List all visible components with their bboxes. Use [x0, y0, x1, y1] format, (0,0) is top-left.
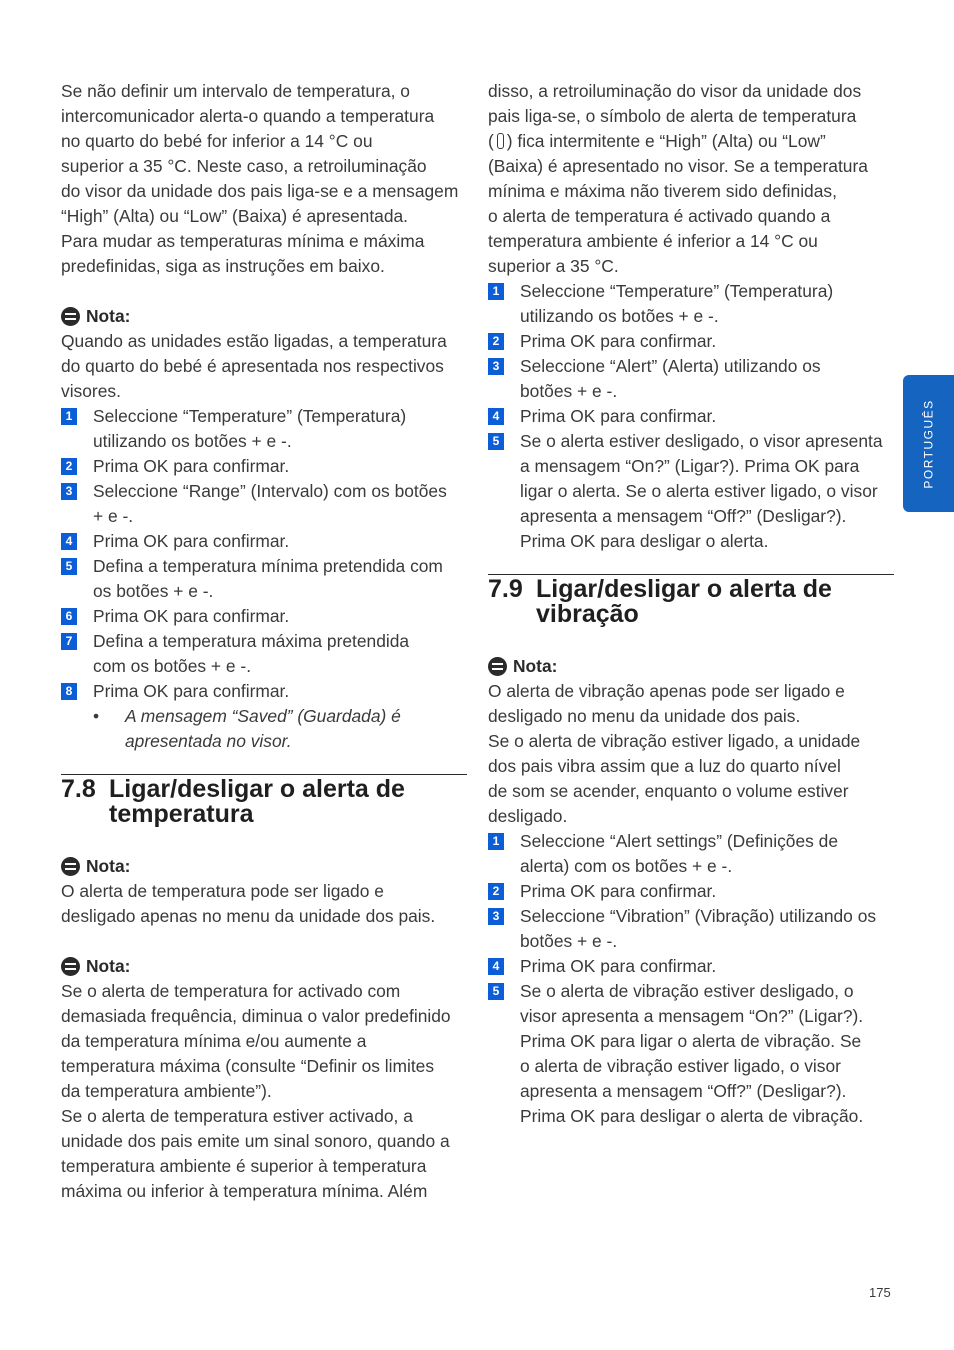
note-icon	[488, 657, 507, 676]
text-line: Se o alerta de temperatura estiver activado, a	[61, 1106, 413, 1126]
step-text: Defina a temperatura mínima pretendida com	[93, 556, 443, 576]
text-line: intercomunicador alerta-o quando a temperatura	[61, 106, 435, 126]
text-fragment: ) fica intermitente e “High” (Alta) ou “Low”	[506, 131, 826, 151]
section-number: 7.9	[488, 575, 523, 603]
step-number-badge: 2	[488, 333, 504, 350]
left-intro	[61, 79, 467, 279]
step-item	[488, 429, 894, 554]
step-number-badge: 6	[61, 608, 77, 625]
text-line: mínima e máxima não tiverem sido definidas,	[488, 181, 837, 201]
text-line: temperatura ambiente é superior à temperatura	[61, 1156, 427, 1176]
section-title-line: vibração	[536, 600, 639, 628]
step-list	[488, 279, 894, 554]
step-text: botões + e -.	[520, 931, 618, 951]
note-heading	[61, 304, 467, 329]
text-line: predefinidas, siga as instruções em baixo.	[61, 256, 385, 276]
note-label: Nota:	[86, 956, 131, 976]
text-line: dos pais vibra assim que a luz do quarto nível	[488, 756, 841, 776]
language-side-tab	[903, 375, 954, 512]
step-text: Seleccione “Alert settings” (Definições de	[520, 831, 839, 851]
text-line: (Baixa) é apresentado no visor. Se a temperatura	[488, 156, 868, 176]
text-line: temperatura ambiente é inferior a 14 °C ou	[488, 231, 818, 251]
step-text: a mensagem “On?” (Ligar?). Prima OK para	[520, 456, 860, 476]
paren-text: (	[488, 131, 494, 151]
step-item	[61, 454, 467, 479]
step-number-badge: 1	[61, 408, 77, 425]
text-line: disso, a retroiluminação do visor da unidade dos	[488, 81, 862, 101]
step-number-badge: 1	[488, 283, 504, 300]
step-text: Prima OK para ligar o alerta de vibração. Se	[520, 1031, 862, 1051]
step-item	[61, 479, 467, 529]
text-line: desligado.	[488, 806, 568, 826]
note-label: Nota:	[86, 856, 131, 876]
thermometer-icon	[497, 133, 504, 149]
section-title-line: temperatura	[109, 800, 254, 828]
text-line: Se o alerta de vibração estiver ligado, a unidade	[488, 731, 861, 751]
note-label: Nota:	[513, 656, 558, 676]
text-line	[488, 129, 894, 154]
step-text: Seleccione “Temperature” (Temperatura)	[93, 406, 407, 426]
step-text: Se o alerta de vibração estiver desligado, o	[520, 981, 854, 1001]
step-item	[488, 279, 894, 329]
step-text: Prima OK para confirmar.	[93, 456, 290, 476]
bullet-glyph: •	[93, 706, 100, 726]
text-line: superior a 35 °C.	[488, 256, 619, 276]
text-line: unidade dos pais emite um sinal sonoro, quando a	[61, 1131, 450, 1151]
text-line: do quarto do bebé é apresentada nos respectivos	[61, 356, 444, 376]
step-item	[61, 554, 467, 604]
step-text: Seleccione “Range” (Intervalo) com os botões	[93, 481, 447, 501]
step-number-badge: 7	[61, 633, 77, 650]
step-number-badge: 2	[61, 458, 77, 475]
sub-text: apresentada no visor.	[125, 731, 292, 751]
step-text: Prima OK para confirmar.	[520, 331, 717, 351]
step-number-badge: 4	[488, 408, 504, 425]
step-text: visor apresenta a mensagem “On?” (Ligar?).	[520, 1006, 864, 1026]
step-text: Defina a temperatura máxima pretendida	[93, 631, 410, 651]
step-number-badge: 3	[488, 358, 504, 375]
sub-bullet	[61, 704, 467, 754]
step-text: Prima OK para confirmar.	[520, 956, 717, 976]
step-text: ligar o alerta. Se o alerta estiver ligado, o visor	[520, 481, 878, 501]
section-title-line: Ligar/desligar o alerta de	[536, 575, 832, 603]
step-text: utilizando os botões + e -.	[93, 431, 292, 451]
text-line: desligado apenas no menu da unidade dos pais.	[61, 906, 436, 926]
text-line: visores.	[61, 381, 121, 401]
text-line: de som se acender, enquanto o volume estiver	[488, 781, 849, 801]
sub-text: A mensagem “Saved” (Guardada) é	[125, 706, 401, 726]
step-number-badge: 5	[61, 558, 77, 575]
step-number-badge: 4	[488, 958, 504, 975]
step-text: Prima OK para confirmar.	[520, 406, 717, 426]
note-icon	[61, 307, 80, 326]
step-item	[488, 879, 894, 904]
text-line: O alerta de temperatura pode ser ligado e	[61, 881, 384, 901]
step-item	[61, 679, 467, 704]
text-line: demasiada frequência, diminua o valor predefinido	[61, 1006, 451, 1026]
step-number-badge: 5	[488, 983, 504, 1000]
step-item	[488, 329, 894, 354]
step-number-badge: 5	[488, 433, 504, 450]
text-line: no quarto do bebé for inferior a 14 °C ou	[61, 131, 373, 151]
text-line: “High” (Alta) ou “Low” (Baixa) é apresentada.	[61, 206, 408, 226]
text-line: desligado no menu da unidade dos pais.	[488, 706, 801, 726]
text-line: máxima ou inferior à temperatura mínima. Além	[61, 1181, 428, 1201]
step-number-badge: 4	[61, 533, 77, 550]
step-item	[488, 979, 894, 1129]
step-number-badge: 3	[488, 908, 504, 925]
step-text: Prima OK para desligar o alerta.	[520, 531, 769, 551]
step-item	[488, 354, 894, 404]
step-text: alerta) com os botões + e -.	[520, 856, 733, 876]
note-label: Nota:	[86, 306, 131, 326]
step-text: com os botões + e -.	[93, 656, 252, 676]
note-icon	[61, 957, 80, 976]
text-line: Se o alerta de temperatura for activado com	[61, 981, 401, 1001]
step-list	[61, 404, 467, 704]
step-text: apresenta a mensagem “Off?” (Desligar?).	[520, 506, 847, 526]
right-column	[488, 79, 894, 1129]
step-list	[488, 829, 894, 1129]
step-text: Seleccione “Vibration” (Vibração) utilizando os	[520, 906, 877, 926]
section-number: 7.8	[61, 775, 96, 803]
section-title-line: Ligar/desligar o alerta de	[109, 775, 405, 803]
step-text: Prima OK para confirmar.	[520, 881, 717, 901]
step-number-badge: 2	[488, 883, 504, 900]
step-item	[488, 404, 894, 429]
note-heading	[61, 854, 467, 879]
note-icon	[61, 857, 80, 876]
text-line: Quando as unidades estão ligadas, a temperatura	[61, 331, 447, 351]
left-column	[61, 79, 467, 1204]
step-text: Prima OK para confirmar.	[93, 531, 290, 551]
step-number-badge: 3	[61, 483, 77, 500]
step-text: Seleccione “Temperature” (Temperatura)	[520, 281, 834, 301]
step-text: os botões + e -.	[93, 581, 214, 601]
step-text: Prima OK para confirmar.	[93, 606, 290, 626]
text-line: temperatura máxima (consulte “Definir os limites	[61, 1056, 435, 1076]
language-tab-label: PORTUGUÊS	[921, 398, 935, 489]
step-text: o alerta de vibração estiver ligado, o visor	[520, 1056, 841, 1076]
step-item	[488, 954, 894, 979]
step-item	[61, 529, 467, 554]
text-line: Para mudar as temperaturas mínima e máxima	[61, 231, 425, 251]
text-line: Se não definir um intervalo de temperatura, o	[61, 81, 410, 101]
step-item	[61, 604, 467, 629]
step-text: utilizando os botões + e -.	[520, 306, 719, 326]
step-item	[488, 829, 894, 879]
step-number-badge: 1	[488, 833, 504, 850]
note-heading	[488, 654, 894, 679]
section-heading-7-9	[488, 574, 894, 627]
text-line: o alerta de temperatura é activado quando a	[488, 206, 831, 226]
step-item	[61, 404, 467, 454]
step-text: botões + e -.	[520, 381, 618, 401]
text-line: do visor da unidade dos pais liga-se e a mensagem	[61, 181, 459, 201]
note-heading	[61, 954, 467, 979]
step-text: Prima OK para desligar o alerta de vibração.	[520, 1106, 864, 1126]
step-number-badge: 8	[61, 683, 77, 700]
step-item	[488, 904, 894, 954]
section-heading-7-8	[61, 774, 467, 827]
step-text: Se o alerta estiver desligado, o visor apresenta	[520, 431, 883, 451]
text-line: pais liga-se, o símbolo de alerta de temperatura	[488, 106, 857, 126]
text-line: da temperatura ambiente”).	[61, 1081, 272, 1101]
text-line: O alerta de vibração apenas pode ser ligado e	[488, 681, 845, 701]
step-text: Seleccione “Alert” (Alerta) utilizando os	[520, 356, 821, 376]
step-item	[61, 629, 467, 679]
step-text: apresenta a mensagem “Off?” (Desligar?).	[520, 1081, 847, 1101]
step-text: + e -.	[93, 506, 134, 526]
text-line: da temperatura mínima e/ou aumente a	[61, 1031, 367, 1051]
step-text: Prima OK para confirmar.	[93, 681, 290, 701]
page-number: 175	[869, 1285, 891, 1300]
text-line: superior a 35 °C. Neste caso, a retroiluminação	[61, 156, 427, 176]
